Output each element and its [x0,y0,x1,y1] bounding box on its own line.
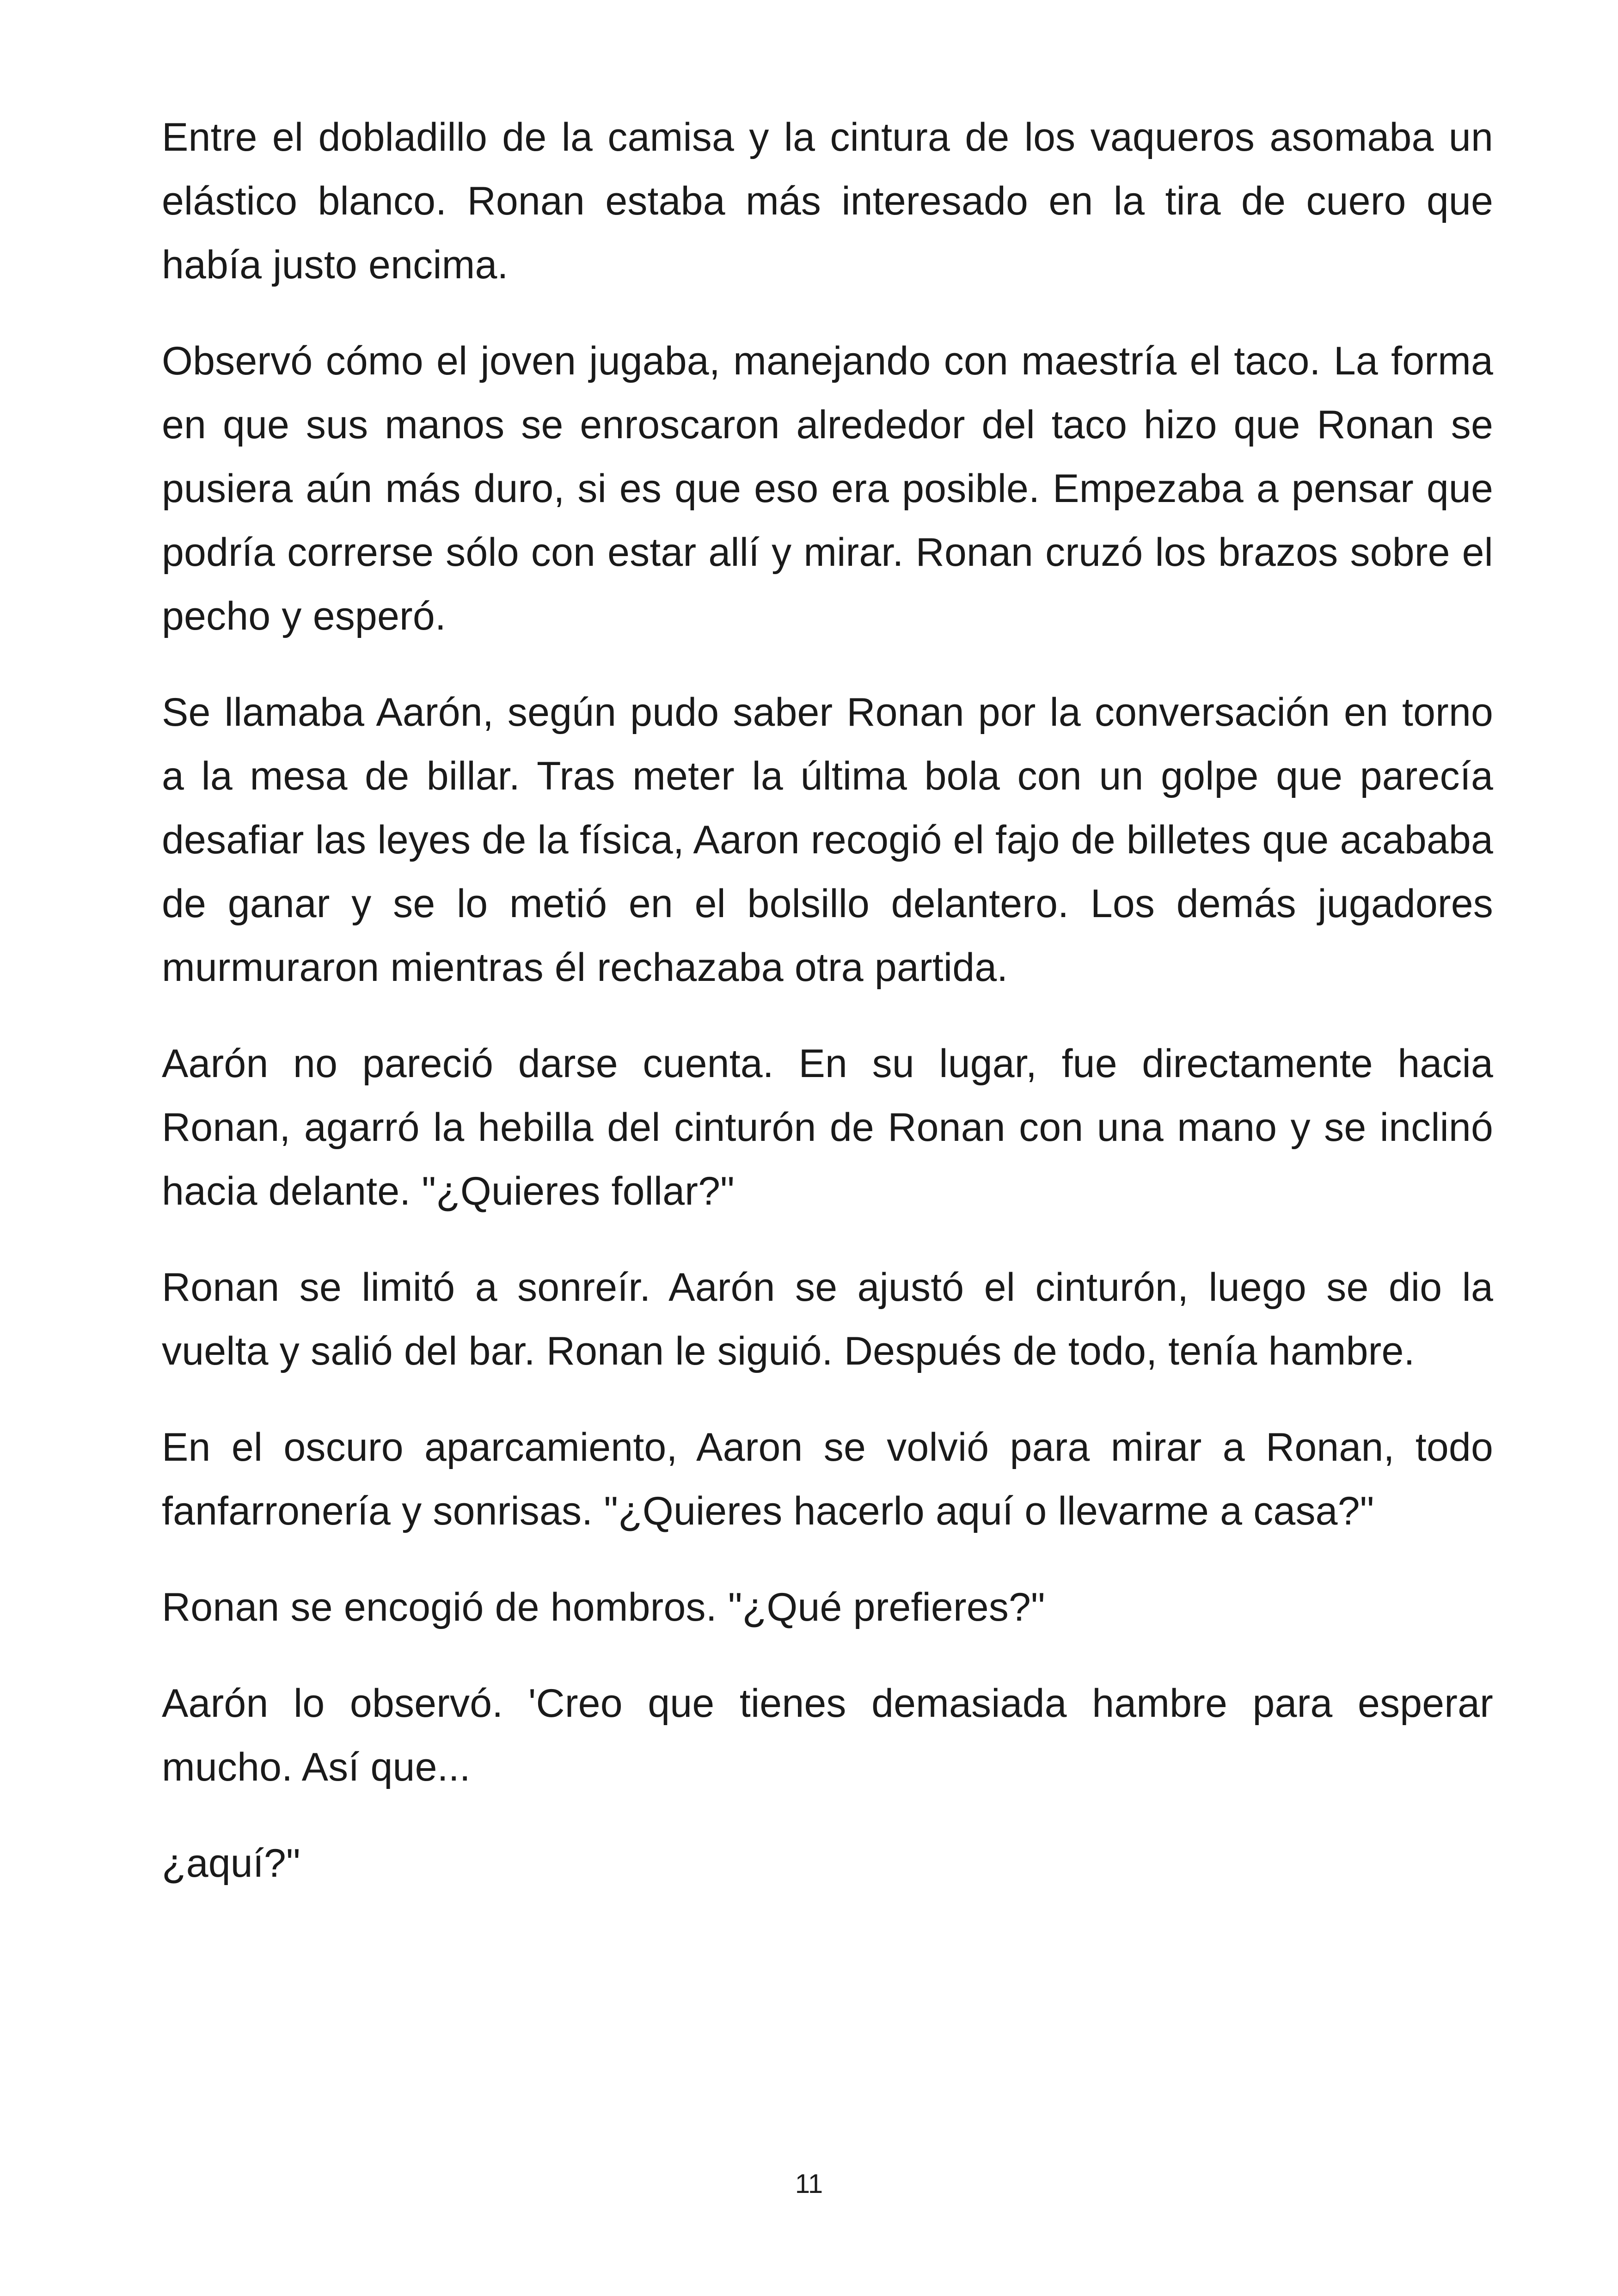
paragraph-5: Ronan se limitó a sonreír. Aarón se ajustó el cinturón, luego se dio la vuelta y salió del bar. Ronan le siguió. Después de todo, tenía hambre. [162,1265,1493,1373]
paragraph-3: Se llamaba Aarón, según pudo saber Ronan por la conversación en torno a la mesa de billar. Tras meter la última bola con un golpe que parecía desafiar las leyes de la física, Aaron recogió el fajo de billetes que acababa de ganar y se lo metió en el bolsillo delantero. Los demás jugadores murmuraron mientras él rechazaba otra partida. [162,690,1493,990]
paragraph-8: Aarón lo observó. 'Creo que tienes demasiada hambre para esperar mucho. Así que... [162,1681,1493,1789]
paragraph-1: Entre el dobladillo de la camisa y la cintura de los vaqueros asomaba un elástico blanco. Ronan estaba más interesado en la tira de cuero que había justo encima. [162,115,1493,287]
paragraph-9: ¿aquí?" [162,1841,300,1886]
page-number: 11 [795,2169,823,2199]
paragraph-6: En el oscuro aparcamiento, Aaron se volvió para mirar a Ronan, todo fanfarronería y sonrisas. "¿Quieres hacerlo aquí o llevarme a casa?" [162,1425,1493,1533]
body-text [162,105,1493,1928]
paragraph-7: Ronan se encogió de hombros. "¿Qué prefieres?" [162,1585,1045,1629]
paragraph-4: Aarón no pareció darse cuenta. En su lugar, fue directamente hacia Ronan, agarró la hebilla del cinturón de Ronan con una mano y se inclinó hacia delante. "¿Quieres follar?" [162,1041,1493,1213]
paragraph-2: Observó cómo el joven jugaba, manejando con maestría el taco. La forma en que sus manos se enroscaron alrededor del taco hizo que Ronan se pusiera aún más duro, si es que eso era posible. Empezaba a pensar que podría correrse sólo con estar allí y mirar. Ronan cruzó los brazos sobre el pecho y esperó. [162,339,1493,638]
